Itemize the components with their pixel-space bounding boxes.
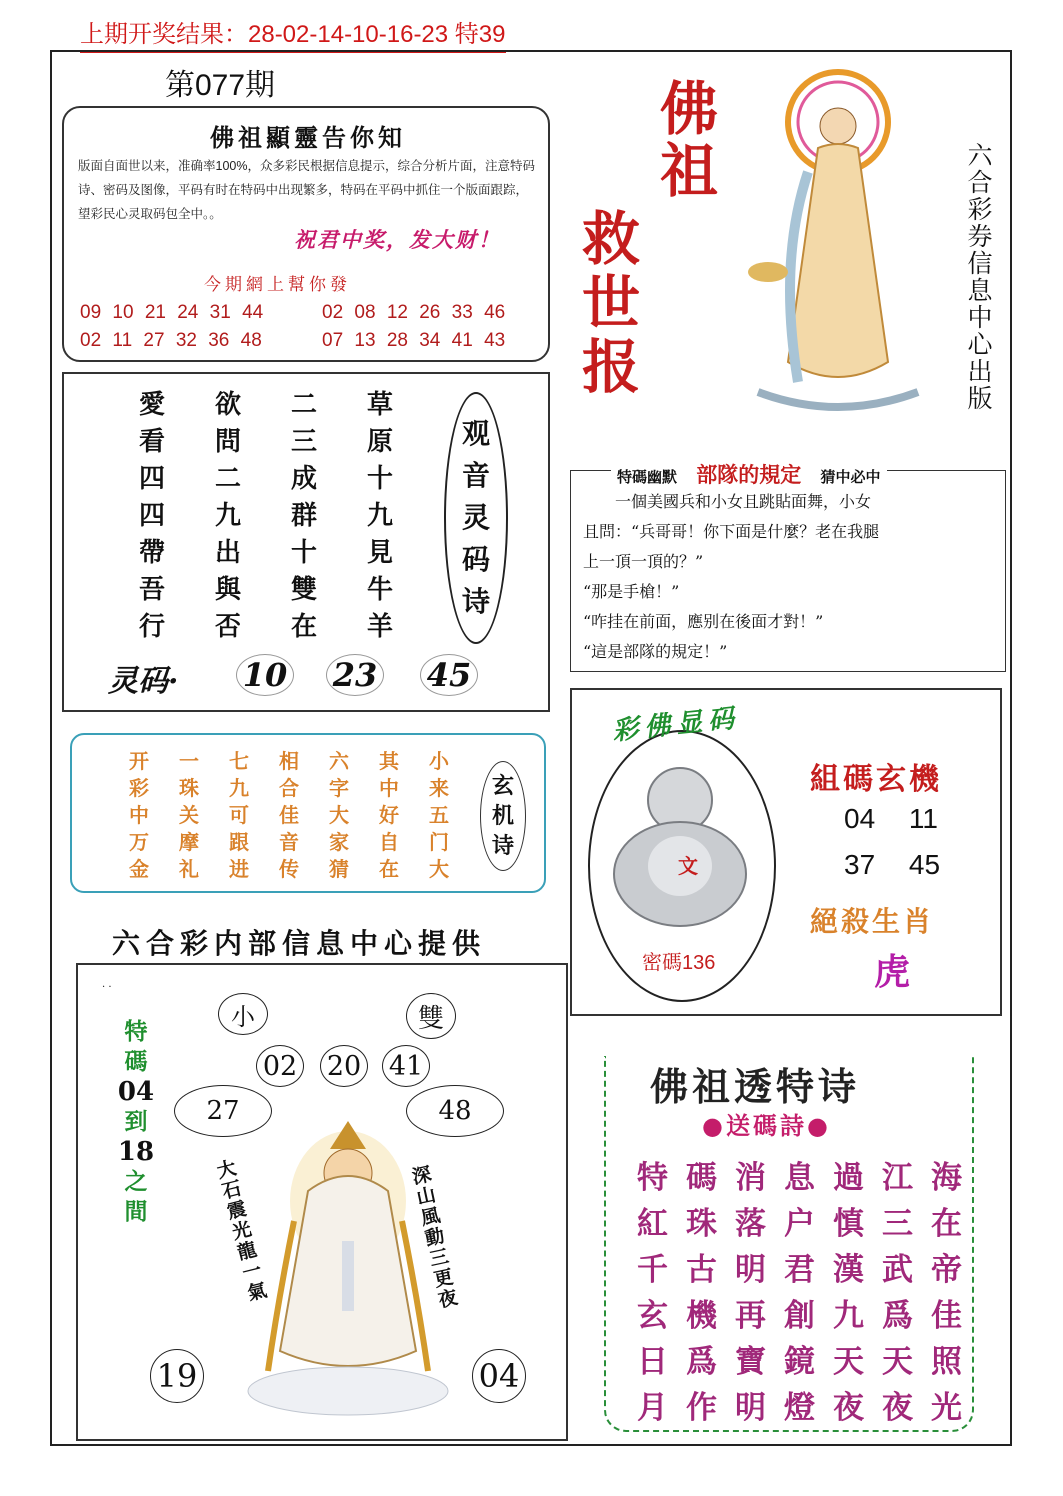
xuanji-char: 字 <box>329 776 349 800</box>
tongte-char: 特 <box>637 1160 668 1196</box>
tongte-char: 户 <box>784 1206 815 1242</box>
joke-line: 上一頂一頂的？” <box>583 552 704 571</box>
lingma-number: 45 <box>420 654 478 696</box>
masthead-char: 救 <box>582 205 641 273</box>
xuanji-char: 门 <box>429 830 449 854</box>
xuanji-char: 在 <box>379 857 399 881</box>
tongte-char: 武 <box>882 1252 913 1288</box>
tongte-char: 三 <box>882 1206 913 1242</box>
xuanji-char: 合 <box>279 776 299 800</box>
tongte-char: 紅 <box>637 1206 668 1242</box>
xuanji-char: 家 <box>329 830 349 854</box>
xuanji-char: 其 <box>379 749 399 773</box>
dots: . . <box>102 979 112 990</box>
xuanji-title-char: 机 <box>491 803 514 829</box>
tongte-char: 過 <box>833 1160 864 1196</box>
tongte-char: 君 <box>784 1252 815 1288</box>
xuanji-char: 进 <box>229 857 249 881</box>
left-poem: 大石震光龍一氣 <box>211 1157 269 1306</box>
xuanji-title-char: 玄 <box>491 773 514 799</box>
poem-char: 四 <box>138 501 165 531</box>
joke-box <box>570 462 1006 672</box>
bottom-left-number: 19 <box>150 1349 204 1403</box>
poem-char: 帶 <box>138 538 165 568</box>
tema-to: 18 <box>117 1137 155 1167</box>
tongte-char: 古 <box>686 1252 717 1288</box>
notice-box <box>62 106 550 362</box>
poem-char: 問 <box>214 427 241 457</box>
tongte-char: 天 <box>833 1344 864 1380</box>
masthead-char: 报 <box>582 333 641 401</box>
right-poem: 深山風動三更夜 <box>407 1163 460 1312</box>
tongte-char: 月 <box>637 1390 668 1426</box>
joke-label: 特碼幽默 <box>617 468 678 486</box>
xuanji-char: 佳 <box>279 803 299 827</box>
tongte-char: 日 <box>637 1344 668 1380</box>
xuanji-poem-box <box>70 733 546 893</box>
secret-code: 密碼136 <box>642 952 716 974</box>
xuanji-char: 大 <box>329 803 349 827</box>
poem-char: 九 <box>214 501 241 531</box>
tongte-char: 落 <box>735 1206 766 1242</box>
xuanji-char: 六 <box>329 749 349 773</box>
tongte-grid <box>628 1152 971 1428</box>
tongte-char: 在 <box>931 1206 962 1242</box>
tongte-char: 爲 <box>686 1344 717 1380</box>
notice-title: 佛祖顯靈告你知 <box>210 123 406 152</box>
xuanji-char: 中 <box>129 803 149 827</box>
masthead-char: 世 <box>582 269 641 337</box>
xuanji-char: 金 <box>129 857 149 881</box>
joke-title: 部隊的規定 <box>696 462 802 487</box>
poem-char: 三 <box>290 427 317 457</box>
tema-from: 04 <box>117 1077 155 1107</box>
tongte-char: 碼 <box>686 1160 717 1196</box>
poem-char: 十 <box>366 464 393 494</box>
tongte-char: 天 <box>882 1344 913 1380</box>
tongte-char: 機 <box>686 1298 717 1334</box>
joke-tail: 猜中必中 <box>820 468 881 486</box>
tongte-char: 作 <box>686 1390 717 1426</box>
tongte-char: 海 <box>931 1160 962 1196</box>
tongte-title: 佛祖透特诗 <box>650 1064 861 1109</box>
xuanji-char: 开 <box>129 749 149 773</box>
tema-label: 碼 <box>124 1048 148 1075</box>
masthead-char: 佛 <box>660 75 719 143</box>
notice-subtitle: 今期網上幫你發 <box>204 275 351 295</box>
xuanji-char: 相 <box>279 749 299 773</box>
poem-char: 欲 <box>214 390 241 420</box>
xuanji-char: 九 <box>229 776 249 800</box>
xuanji-char: 中 <box>379 776 399 800</box>
last-draw-result: 上期开奖结果：28-02-14-10-16-23 特39 <box>80 14 506 53</box>
xuanji-char: 大 <box>429 857 449 881</box>
buddha-box <box>570 688 1002 1016</box>
guanyin-poem-box <box>62 372 550 712</box>
tongte-char: 明 <box>735 1390 766 1426</box>
tongte-char: 夜 <box>833 1390 864 1426</box>
poem-char: 見 <box>366 538 393 568</box>
xuanji-grid <box>114 745 464 880</box>
poem-char: 愛 <box>138 390 165 420</box>
top-number: 20 <box>320 1045 368 1087</box>
tema-to-label: 到 <box>124 1108 148 1135</box>
poem-char: 草 <box>366 390 393 420</box>
combo-row: 37 45 <box>844 849 941 880</box>
masthead-title-a <box>660 75 719 205</box>
xuanji-char: 万 <box>129 830 149 854</box>
tongte-char: 帝 <box>931 1252 962 1288</box>
tema-between: 間 <box>124 1198 148 1225</box>
number-row: 09 10 21 24 31 44 <box>80 302 264 323</box>
standing-guanyin-image <box>738 62 948 434</box>
xuanji-char: 五 <box>429 803 449 827</box>
poem-char: 否 <box>214 612 241 642</box>
xuanji-char: 好 <box>379 803 399 827</box>
poem-title-char: 观 <box>461 417 490 450</box>
joke-line: 且問：“兵哥哥！你下面是什麼？老在我腿 <box>583 522 880 541</box>
tema-label: 特 <box>124 1018 148 1045</box>
notice-text: 版面自面世以来，准确率100%，众多彩民根据信息提示，综合分析片面，注意特码诗、密码及图像，平码有时在特码中出现繁多，特码在平码中抓住一个版面跟踪，望彩民心灵取码包全中。。 <box>78 159 535 221</box>
xuanji-title-char: 诗 <box>491 833 514 859</box>
number-row: 02 08 12 26 33 46 <box>322 302 506 323</box>
xuanji-char: 音 <box>279 830 299 854</box>
poem-char: 出 <box>214 538 241 568</box>
guanyin-figure <box>238 1101 458 1421</box>
buddha-arc-title: 彩佛显码 <box>611 703 742 747</box>
xuanji-char: 彩 <box>129 776 149 800</box>
combo-title: 組碼玄機 <box>810 762 942 797</box>
tema-range <box>118 1017 154 1227</box>
poem-char: 成 <box>290 464 317 494</box>
poem-char: 二 <box>214 464 241 494</box>
tongte-char: 寶 <box>735 1344 766 1380</box>
poem-char: 原 <box>366 427 393 457</box>
top-number: 41 <box>382 1045 430 1087</box>
joke-line: “咋挂在前面，應别在後面才對！” <box>583 612 824 631</box>
poem-char: 羊 <box>366 612 393 642</box>
tongte-char: 夜 <box>882 1390 913 1426</box>
combo-row: 04 11 <box>844 803 938 834</box>
tongte-char: 息 <box>784 1160 815 1196</box>
number-row: 07 13 28 34 41 43 <box>322 330 506 351</box>
xuanji-char: 礼 <box>179 857 199 881</box>
xuanji-char: 珠 <box>179 776 199 800</box>
poem-char: 吾 <box>138 575 165 605</box>
tongte-char: 玄 <box>637 1298 668 1334</box>
tongte-char: 光 <box>931 1390 962 1426</box>
lingma-number: 23 <box>326 654 384 696</box>
tema-between: 之 <box>124 1168 148 1195</box>
poem-char: 雙 <box>290 575 317 605</box>
right-oval-number: 48 <box>406 1085 504 1137</box>
poem-char: 與 <box>214 575 241 605</box>
tongte-char: 創 <box>784 1298 815 1334</box>
lingma-label: 灵码· <box>108 664 179 699</box>
top-number: 02 <box>256 1045 304 1087</box>
poem-char: 在 <box>290 612 317 642</box>
xuanji-title <box>480 761 526 871</box>
poem-char: 牛 <box>366 575 393 605</box>
kill-zodiac: 虎 <box>874 951 911 993</box>
xuanji-char: 可 <box>229 803 249 827</box>
poem-char: 九 <box>366 501 393 531</box>
poem-title-char: 灵 <box>461 501 490 534</box>
tongte-char: 佳 <box>931 1298 962 1334</box>
xuanji-char: 来 <box>429 776 449 800</box>
xuanji-char: 传 <box>279 857 299 881</box>
number-row: 02 11 27 32 36 48 <box>80 330 262 351</box>
poem-title-char: 码 <box>461 543 490 576</box>
masthead-char: 祖 <box>660 137 719 205</box>
xuanji-char: 跟 <box>229 830 249 854</box>
tongte-char: 千 <box>637 1252 668 1288</box>
poem-char: 行 <box>138 612 165 642</box>
poem-title-oval <box>444 392 508 644</box>
double-badge: 雙 <box>406 993 456 1039</box>
tongte-char: 江 <box>882 1160 913 1196</box>
joke-line: “這是部隊的規定！” <box>583 642 728 661</box>
tongte-char: 消 <box>735 1160 766 1196</box>
tongte-char: 鏡 <box>784 1344 815 1380</box>
laughing-buddha-image <box>602 754 758 934</box>
guanyin-number-card <box>76 963 568 1441</box>
lingma-number: 10 <box>236 654 294 696</box>
issue-number: 第077期 <box>165 69 276 102</box>
poem-title-char: 音 <box>461 459 490 492</box>
poem-title-char: 诗 <box>461 585 490 618</box>
joke-line: “那是手槍！” <box>583 582 680 601</box>
tongte-char: 燈 <box>784 1390 815 1426</box>
bottom-right-number: 04 <box>472 1349 526 1403</box>
poem-char: 看 <box>138 427 165 457</box>
tongte-char: 爲 <box>882 1298 913 1334</box>
provider-line: 六合彩内部信息中心提供 <box>112 927 487 960</box>
xuanji-char: 关 <box>179 803 199 827</box>
xuanji-char: 自 <box>379 830 399 854</box>
xuanji-char: 猜 <box>329 857 349 881</box>
kill-title: 絕殺生肖 <box>810 905 935 938</box>
notice-wish: 祝君中奖，发大财！ <box>294 227 501 252</box>
tongte-char: 照 <box>931 1344 962 1380</box>
left-oval-number: 27 <box>174 1085 272 1137</box>
poem-char: 二 <box>290 390 317 420</box>
masthead-title-b <box>582 205 641 401</box>
tongte-char: 明 <box>735 1252 766 1288</box>
poem-char: 十 <box>290 538 317 568</box>
xuanji-char: 摩 <box>179 830 199 854</box>
xuanji-char: 小 <box>429 749 449 773</box>
size-badge: 小 <box>218 993 268 1035</box>
tongte-char: 珠 <box>686 1206 717 1242</box>
publisher-vertical: 六合彩券信息中心出版 <box>964 142 993 412</box>
joke-body <box>583 487 995 667</box>
joke-header <box>611 459 887 489</box>
tongte-char: 漢 <box>833 1252 864 1288</box>
tongte-char: 慎 <box>833 1206 864 1242</box>
joke-line: 一個美國兵和小女且跳貼面舞，小女 <box>615 492 872 511</box>
combo-numbers <box>844 796 940 888</box>
tongte-char: 再 <box>735 1298 766 1334</box>
poem-grid <box>114 384 418 643</box>
tongte-subtitle: ●送碼詩● <box>702 1111 831 1140</box>
xuanji-char: 一 <box>179 749 199 773</box>
tongte-char: 九 <box>833 1298 864 1334</box>
poem-char: 四 <box>138 464 165 494</box>
buddha-badge: 文 <box>678 854 698 878</box>
poem-char: 群 <box>290 501 317 531</box>
xuanji-char: 七 <box>229 749 249 773</box>
